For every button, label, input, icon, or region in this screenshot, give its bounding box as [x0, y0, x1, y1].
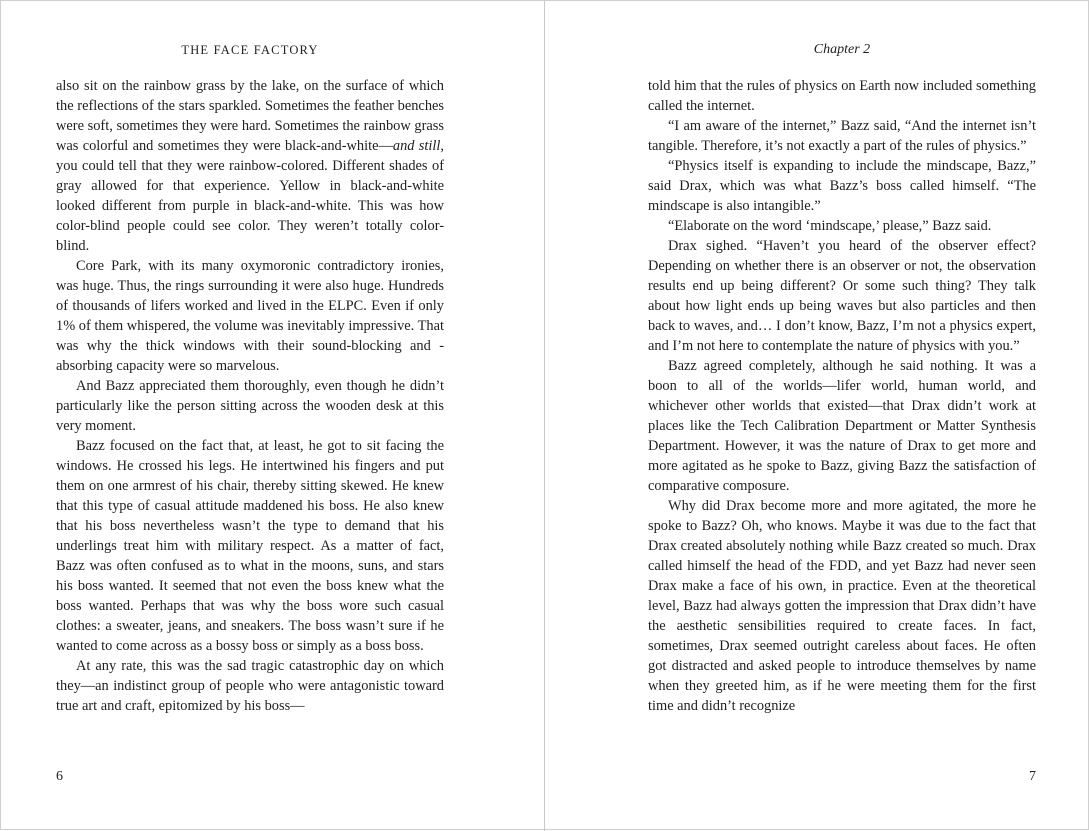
paragraph: [56, 76, 444, 256]
paragraph: At any rate, this was the sad tragic catastrophic day on which they—an indistinct group of people who were antagonistic toward true art and craft, epitomized by his boss—: [56, 658, 444, 714]
page-number: 6: [56, 769, 63, 784]
paragraph: Core Park, with its many oxymoronic contradictory ironies, was huge. Thus, the rings surrounding it were also huge. Hundreds of thousands of lifers worked and lived in the ELPC. Even if only 1% of them whispered, the volume was inevitably impressive. That was why the thick windows with their sound-blocking and -absorbing capacity were so marvelous.: [56, 258, 444, 374]
paragraph: Why did Drax become more and more agitated, the more he spoke to Bazz? Oh, who knows. Maybe it was due to the fact that Drax created absolutely nothing while Bazz created so much. Drax called himself the head of the FDD, and yet Bazz had never seen Drax make a face of his own, in practice. Even at the theoretical level, Bazz had always gotten the impression that Drax didn’t have the aesthetic sensibilities required to create faces. In fact, sometimes, Drax seemed outright careless about faces. He often got distracted and asked people to introduce themselves by name when they greeted him, as if he were meeting them for the first time and didn’t recognize: [648, 498, 1036, 714]
paragraph: Drax sighed. “Haven’t you heard of the observer effect? Depending on whether there is an observer or not, the observation results end up being different? Or some such thing? They talk about how light ends up being waves but also particles and then back to waves, and… I don’t know, Bazz, I’m not a physics expert, and I’m not here to contemplate the nature of physics with you.”: [648, 238, 1036, 354]
right-page: [648, 1, 1036, 831]
running-head-chapter: Chapter 2: [813, 42, 871, 57]
paragraph: Bazz agreed completely, although he said nothing. It was a boon to all of the worlds—lifer world, human world, and whichever other worlds that existed—that Drax didn’t work at places like the Tech Calibration Department or Matter Synthesis Department. However, it was the nature of Drax to get more and more agitated as he spoke to Bazz, giving Bazz the satisfaction of comparative composure.: [648, 358, 1036, 494]
italic-emphasis: and still: [392, 138, 441, 154]
page-gutter-divider: [544, 1, 545, 831]
paragraph: And Bazz appreciated them thoroughly, even though he didn’t particularly like the person sitting across the wooden desk at this very moment.: [56, 378, 444, 434]
paragraph-text: , you could tell that they were rainbow-colored. Different shades of gray allowed for that experience. Yellow in black-and-white looked different from purple in black-and-white. This was how color-blind people could see color. They weren’t totally color-blind.: [56, 138, 444, 254]
running-head-book-title: THE FACE FACTORY: [181, 43, 319, 57]
left-page: [56, 1, 444, 831]
paragraph-text: also sit on the rainbow grass by the lake, on the surface of which the reflections of the stars sparkled. Sometimes the feather benches were soft, sometimes they were hard. Sometimes the rainbow grass was colorful and sometimes they were black-and-white—: [56, 78, 444, 154]
paragraph: “Physics itself is expanding to include the mindscape, Bazz,” said Drax, which was what Bazz’s boss called himself. “The mindscape is also intangible.”: [648, 158, 1036, 214]
paragraph: Bazz focused on the fact that, at least, he got to sit facing the windows. He crossed his legs. He intertwined his fingers and put them on one armrest of his chair, thereby sitting skewed. He knew that this type of casual attitude maddened his boss. He also knew that his boss nevertheless wasn’t the type to demand that his underlings treat him with military respect. As a matter of fact, Bazz was often confused as to what in the moons, suns, and stars his boss wanted. It seemed that not even the boss knew what the boss wanted. Perhaps that was why the boss wore such casual clothes: a sweater, jeans, and sneakers. The boss wasn’t sure if he wanted to come across as a bossy boss or simply as a boss boss.: [56, 438, 444, 654]
paragraph: “I am aware of the internet,” Bazz said, “And the internet isn’t tangible. Therefore, it’s not exactly a part of the rules of physics.”: [648, 118, 1036, 154]
paragraph: “Elaborate on the word ‘mindscape,’ please,” Bazz said.: [668, 218, 992, 234]
left-page-body: [56, 76, 444, 716]
right-page-body: [648, 76, 1036, 716]
page-number: 7: [1029, 769, 1036, 784]
paragraph: told him that the rules of physics on Earth now included something called the internet.: [648, 78, 1036, 114]
